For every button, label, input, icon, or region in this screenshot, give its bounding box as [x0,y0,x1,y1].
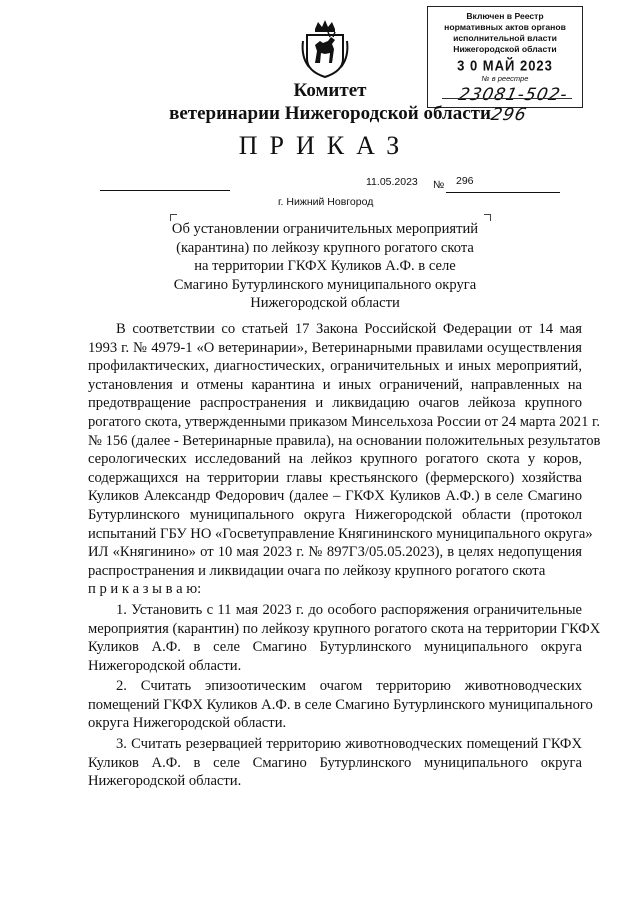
body-line: испытаний ГБУ НО «Госветуправление Княгининского муниципального округа» [88,525,593,542]
body-line: Бутурлинского муниципального округа Нижегородской области (протокол [88,506,582,523]
coat-of-arms-icon [301,19,349,79]
subject-line: (карантина) по лейкозу крупного рогатого скота [176,239,474,256]
item-3-line: Куликов А.Ф. в селе Смагино Бутурлинского муниципального округа [88,754,582,771]
org-name-line1: Комитет [293,80,367,101]
item-3-line: Нижегородской области. [88,773,242,790]
document-date: 11.05.2023 [366,176,418,188]
body-line: профилактических, диагностических, ограничительных и иных мероприятий, [88,358,582,375]
stamp-reg-number: 23081-502-296 [456,85,570,125]
number-underline [446,192,560,193]
stamp-text [428,11,582,55]
stamp-line: нормативных актов органов [444,22,566,32]
city: г. Нижний Новгород [278,196,374,208]
body-line: ИЛ «Княгинино» от 10 мая 2023 г. № 897ГЗ/05.05.2023), в целях недопущения [88,544,582,561]
subject-line: Смагино Бутурлинского муниципального округа [173,276,477,293]
item-1-line: Нижегородской области. [88,657,242,674]
body-line: распространения и ликвидации очага по лейкозу крупного рогатого скота [88,562,546,579]
body-line: № 156 (далее - Ветеринарные правила), на основании положительных результатов [88,432,601,449]
item-2-line: помещений ГКФХ Куликов А.Ф. в селе Смагино Бутурлинского муниципального [88,696,593,713]
item-2-line: 2. Считать эпизоотическим очагом территорию животноводческих [116,678,582,695]
body-line: установления и отмены карантина и иных ограничений, направленных на [88,376,582,393]
number-sign: № [433,179,445,191]
org-name-line2: ветеринарии Нижегородской области [169,103,491,124]
body-line: содержащихся на территории главы крестьянского (фермерского) хозяйства [88,469,582,486]
stamp-reg-caption: № в реестре [481,74,529,83]
item-1-line: 1. Установить с 11 мая 2023 г. до особого распоряжения ограничительные [116,601,582,618]
item-1-line: Куликов А.Ф. в селе Смагино Бутурлинского муниципального округа [88,639,582,656]
document-title: ПРИКАЗ [238,131,412,160]
body-line: 1993 г. № 4979-1 «О ветеринарии», Ветеринарными правилами осуществления [88,339,582,356]
body-line: предотвращение распространения и ликвидацию очагов лейкоза крупного [88,395,582,412]
body-line: рогатого скота, утвержденными приказом Минсельхоза России от 24 марта 2021 г. [88,413,601,430]
subject-line: Нижегородской области [250,295,400,312]
document-subject [155,220,495,313]
stamp-date: 3 0 МАЙ 2023 [457,56,553,75]
item-2-line: округа Нижегородской области. [88,715,287,732]
body-line: Куликов Александр Федорович (далее – ГКФХ Куликов А.Ф.) в селе Смагино [88,488,582,505]
item-1-line: мероприятия (карантин) по лейкозу крупного рогатого скота на территории ГКФХ [88,620,601,637]
body-line: В соответствии со статьей 17 Закона Российской Федерации от 14 мая [116,321,582,337]
order-word: п р и к а з ы в а ю: [88,581,202,598]
document-number: 296 [456,175,474,187]
stamp-line: Включен в Реестр [466,11,544,21]
stamp-line: Нижегородской области [453,44,557,54]
document-body [88,320,601,791]
item-3-line: 3. Считать резервацией территорию животноводческих помещений ГКФХ [116,736,582,753]
body-line: серологических исследований на лейкоз крупного рогатого скота у коров, [88,451,582,468]
subject-line: на территории ГКФХ Куликов А.Ф. в селе [194,258,456,275]
subject-line: Об установлении ограничительных мероприятий [171,221,479,237]
stamp-line: исполнительной власти [453,33,557,43]
date-underline [100,190,230,191]
